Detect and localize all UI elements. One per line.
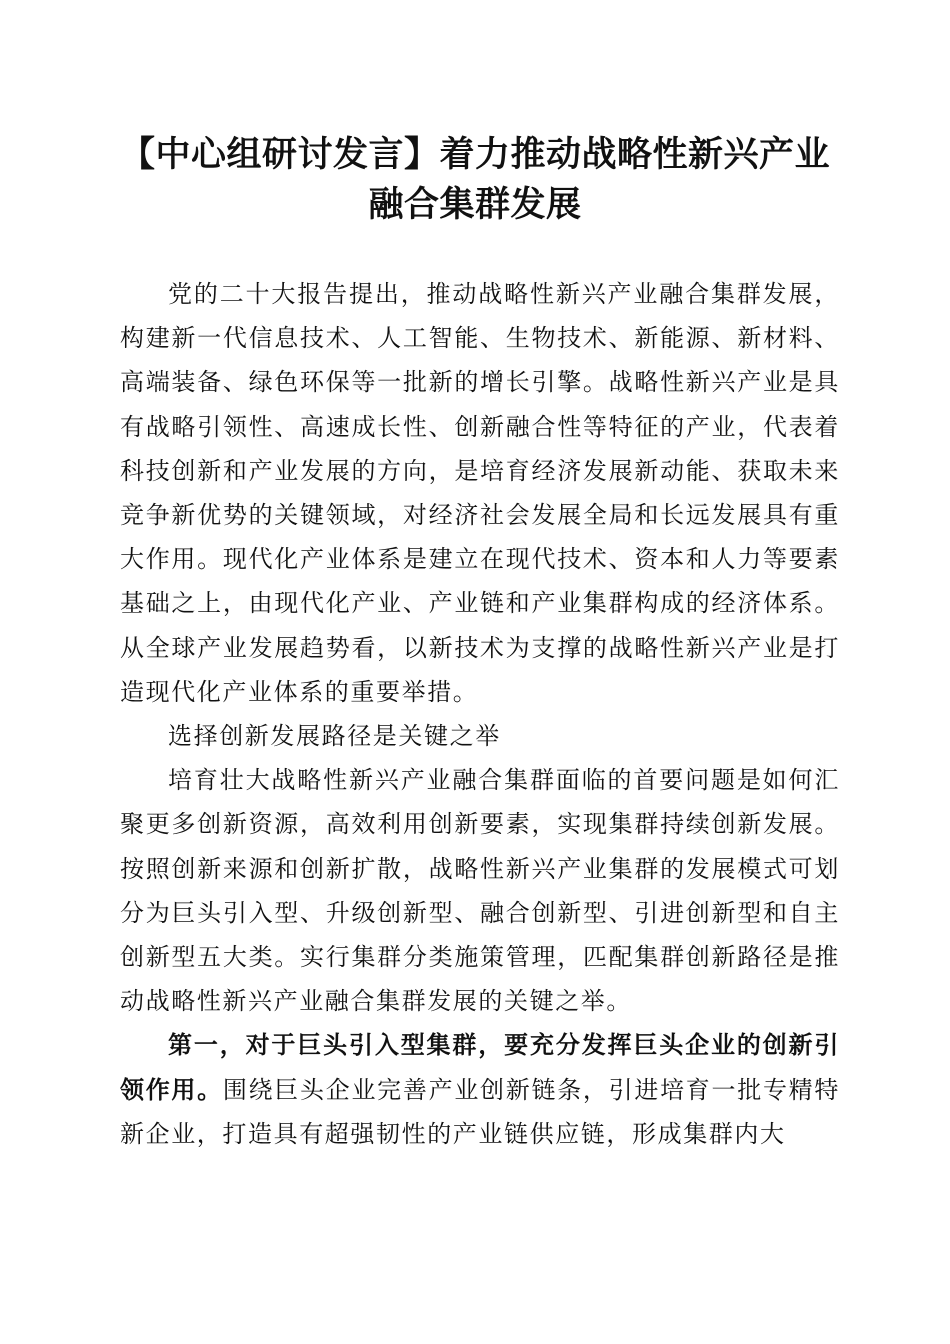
- paragraph-innovation-path: 培育壮大战略性新兴产业融合集群面临的首要问题是如何汇聚更多创新资源，高效利用创新要素，实现集群持续创新发展。按照创新来源和创新扩散，战略性新兴产业集群的发展模式可划分为巨头引入型、升级创新型、融合创新型、引进创新型和自主创新型五大类。实行集群分类施策管理，匹配集群创新路径是推动战略性新兴产业融合集群发展的关键之举。: [120, 766, 840, 1016]
- document-body: [120, 272, 840, 1156]
- first-point-lead: 第一，对于巨头引入型集群，要充分发挥巨头企业的创新引领作用。: [120, 1030, 840, 1104]
- document-title: [95, 130, 855, 230]
- paragraph-intro: 党的二十大报告提出，推动战略性新兴产业融合集群发展，构建新一代信息技术、人工智能、生物技术、新能源、新材料、高端装备、绿色环保等一批新的增长引擎。战略性新兴产业是具有战略引领性、高速成长性、创新融合性等特征的产业，代表着科技创新和产业发展的方向，是培育经济发展新动能、获取未来竞争新优势的关键领域，对经济社会发展全局和长远发展具有重大作用。现代化产业体系是建立在现代技术、资本和人力等要素基础之上，由现代化产业、产业链和产业集群构成的经济体系。从全球产业发展趋势看，以新技术为支撑的战略性新兴产业是打造现代化产业体系的重要举措。: [120, 280, 840, 706]
- title-line-2: 融合集群发展: [368, 184, 582, 225]
- section-heading: 选择创新发展路径是关键之举: [168, 722, 501, 751]
- title-line-1: 【中心组研讨发言】着力推动战略性新兴产业: [119, 134, 830, 175]
- paragraph-first-point: [120, 1023, 840, 1156]
- first-point-text: 围绕巨头企业完善产业创新链条，引进培育一批专精特新企业，打造具有超强韧性的产业链供应链，形成集群内大: [120, 1075, 840, 1148]
